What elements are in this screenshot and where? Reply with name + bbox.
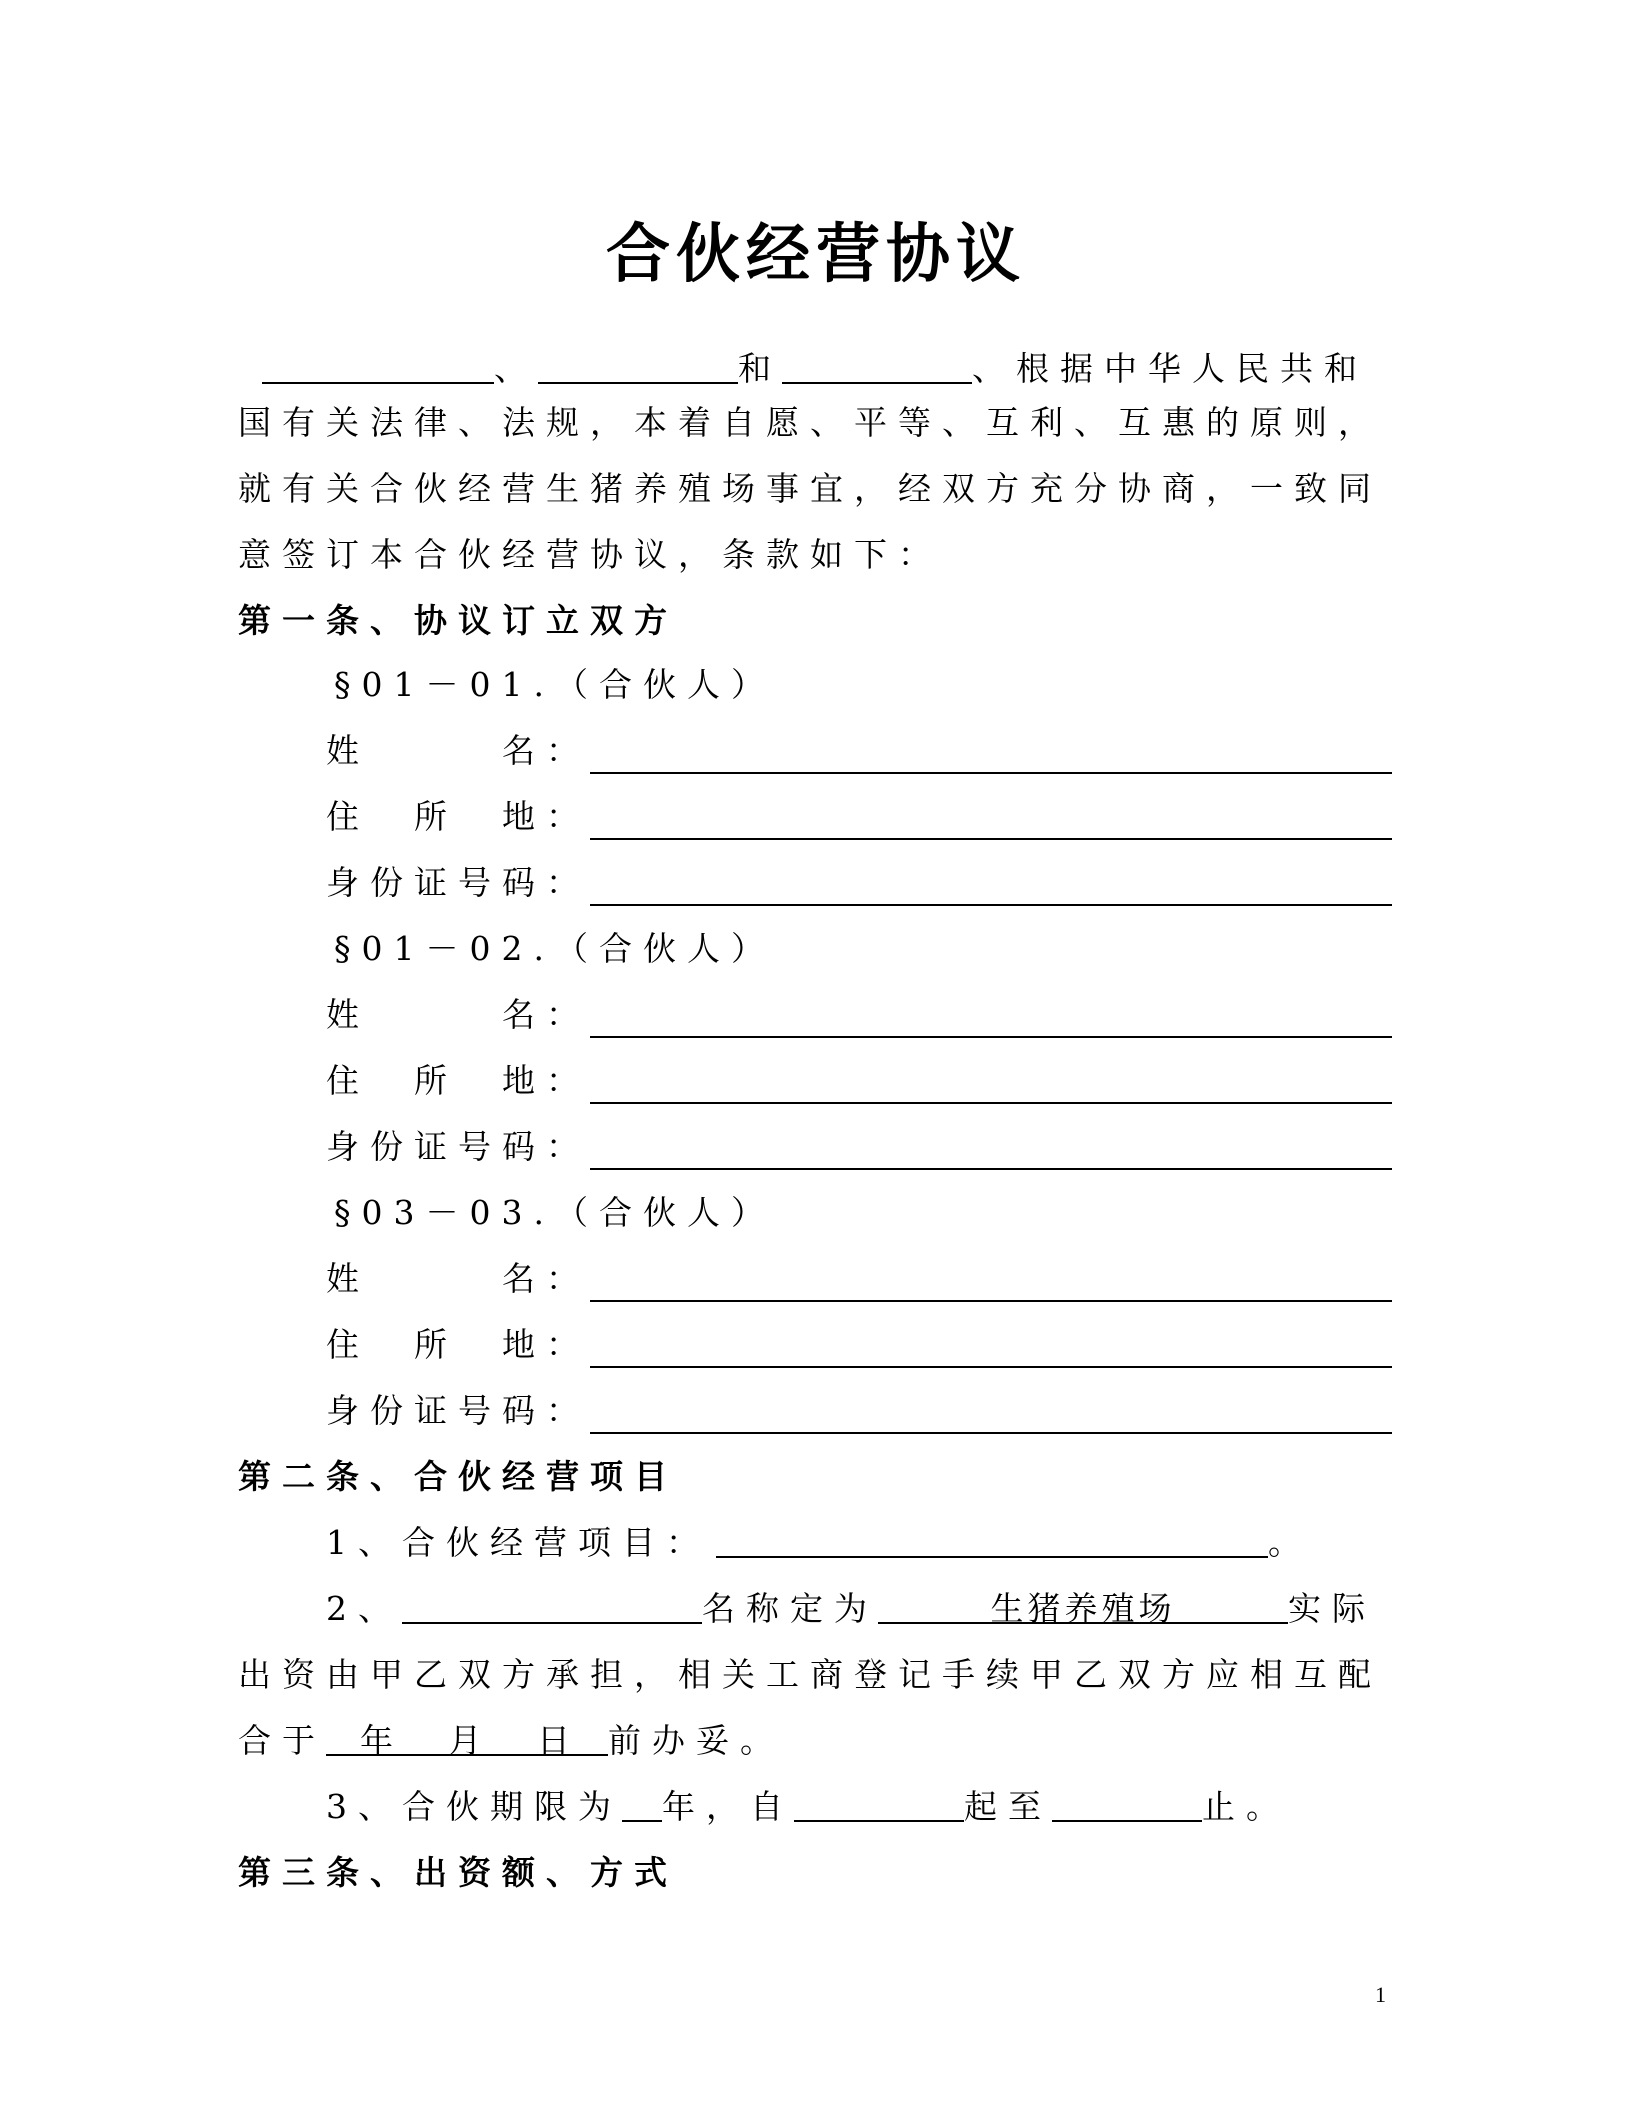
farm-name-field[interactable]: 生猪养殖场 [878, 1584, 1288, 1624]
party-1-address-row [326, 792, 1476, 842]
separator: 、 [972, 349, 1016, 388]
document-title: 合伙经营协议 [606, 217, 1026, 292]
preamble-text: 根据中华人民共和 [1016, 349, 1368, 388]
party-2-address-field[interactable] [590, 1102, 1392, 1104]
preamble-line-3: 就有关合伙经营生猪养殖场事宜，经双方充分协商，一致同 [238, 469, 1382, 508]
deadline-date-field[interactable]: 年 月 日 [326, 1716, 608, 1756]
id-number-label: 身份证号码： [326, 863, 590, 902]
preamble-line-2: 国有关法律、法规，本着自愿、平等、互利、互惠的原则， [238, 403, 1382, 442]
article-2-heading: 第二条、合伙经营项目 [238, 1457, 678, 1496]
actual-text: 实际 [1288, 1589, 1376, 1628]
article-1-heading: 第一条、协议订立双方 [238, 601, 678, 640]
party-2-id-field[interactable] [590, 1168, 1392, 1170]
article-2-item-3 [326, 1782, 1476, 1832]
party-2-address-row [326, 1056, 1476, 1106]
item-2-label: 2、 [326, 1589, 402, 1628]
name-defined-as-text: 名称定为 [702, 1589, 878, 1628]
party-2-id-row [326, 1122, 1476, 1172]
party-3-name-row [326, 1254, 1476, 1304]
party-b-blank[interactable] [538, 344, 738, 384]
item-3-label: 3、合伙期限为 [326, 1787, 622, 1826]
party-1-id-row [326, 858, 1476, 908]
party-c-blank[interactable] [782, 344, 972, 384]
business-project-field[interactable] [716, 1518, 1268, 1558]
complete-text: 前办妥。 [608, 1721, 784, 1760]
start-date-field[interactable] [794, 1782, 964, 1822]
party-3-address-row [326, 1320, 1476, 1370]
preamble-line-4: 意签订本合伙经营协议，条款如下： [238, 535, 942, 574]
party-2-header: §01－02.（合伙人） [334, 929, 775, 968]
name-label: 姓 名： [326, 995, 590, 1034]
term-years-field[interactable] [622, 1782, 662, 1822]
party-3-id-row [326, 1386, 1476, 1436]
combine-text: 合于 [238, 1721, 326, 1760]
address-label: 住 所 地： [326, 1325, 590, 1364]
period: 。 [1268, 1523, 1312, 1562]
entity-field[interactable] [402, 1584, 702, 1624]
party-2-name-row [326, 990, 1476, 1040]
party-1-header: §01－01.（合伙人） [334, 665, 775, 704]
article-2-item-2-line-3 [238, 1716, 1388, 1766]
party-3-id-field[interactable] [590, 1432, 1392, 1434]
party-a-blank[interactable] [262, 344, 494, 384]
article-2-item-2-line-2: 出资由甲乙双方承担，相关工商登记手续甲乙双方应相互配 [238, 1655, 1382, 1694]
party-3-header: §03－03.（合伙人） [334, 1193, 775, 1232]
address-label: 住 所 地： [326, 1061, 590, 1100]
separator: 、 [494, 349, 538, 388]
and-text: 和 [738, 349, 782, 388]
party-1-name-row [326, 726, 1476, 776]
preamble-line-1 [238, 344, 1388, 394]
name-label: 姓 名： [326, 1259, 590, 1298]
name-label: 姓 名： [326, 731, 590, 770]
item-1-label: 1、合伙经营项目： [326, 1523, 710, 1562]
until-text: 起至 [964, 1787, 1052, 1826]
party-1-name-field[interactable] [590, 772, 1392, 774]
end-date-field[interactable] [1052, 1782, 1202, 1822]
party-3-name-field[interactable] [590, 1300, 1392, 1302]
party-1-id-field[interactable] [590, 904, 1392, 906]
article-2-item-1 [326, 1518, 1476, 1568]
id-number-label: 身份证号码： [326, 1127, 590, 1166]
id-number-label: 身份证号码： [326, 1391, 590, 1430]
page-number: 1 [1375, 1982, 1386, 2007]
party-1-address-field[interactable] [590, 838, 1392, 840]
party-3-address-field[interactable] [590, 1366, 1392, 1368]
address-label: 住 所 地： [326, 797, 590, 836]
article-3-heading: 第三条、出资额、方式 [238, 1853, 678, 1892]
years-from-text: 年，自 [662, 1787, 794, 1826]
party-2-name-field[interactable] [590, 1036, 1392, 1038]
end-text: 止。 [1202, 1787, 1290, 1826]
article-2-item-2 [326, 1584, 1476, 1634]
